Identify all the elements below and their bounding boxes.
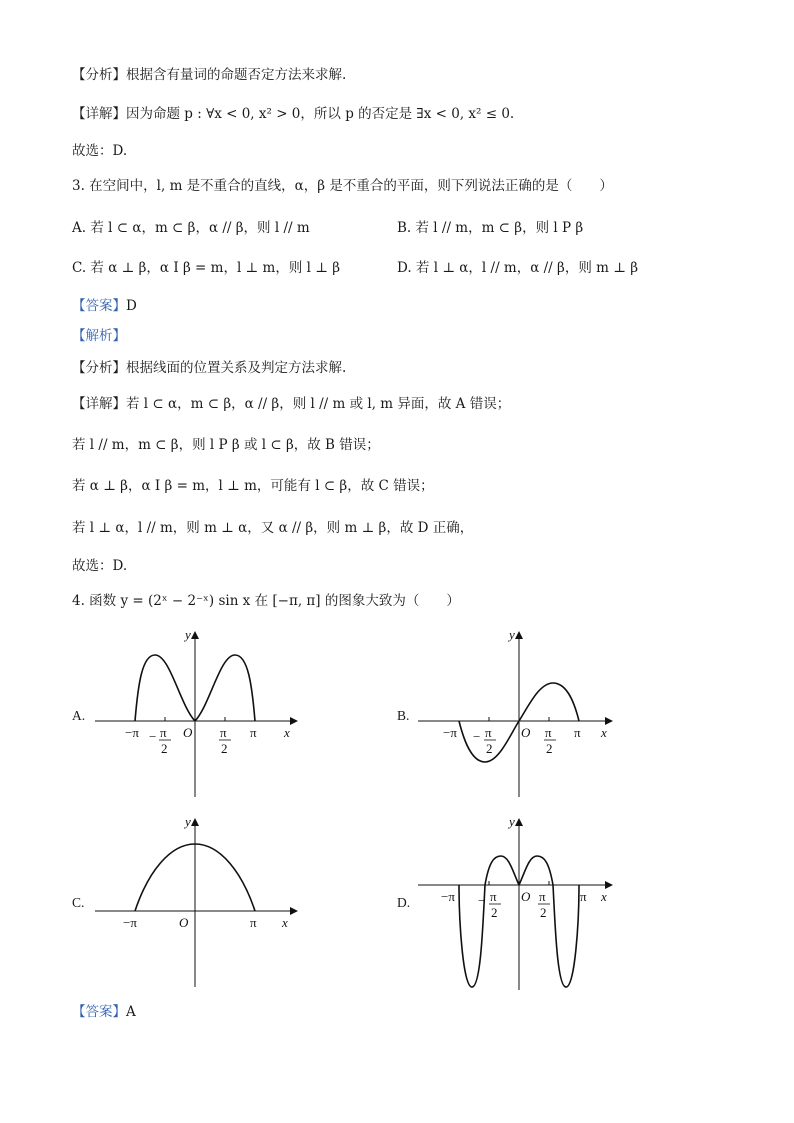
analysis-tag: 【分析】	[72, 67, 126, 83]
graph-b	[415, 625, 620, 800]
tick-2-den: 2	[486, 741, 493, 756]
answer-value: A	[126, 1004, 136, 1020]
y-axis-label: y	[185, 627, 191, 642]
answer-value: D	[126, 298, 137, 314]
tick-minus-sign: −	[473, 729, 481, 744]
q3-option-b: B. 若 l // m，m ⊂ β，则 l P β	[397, 220, 584, 236]
graph-a-label: A.	[72, 708, 86, 723]
graph-a	[90, 625, 310, 800]
tick-pi: π	[574, 725, 581, 740]
analysis-text: 根据线面的位置关系及判定方法求解.	[126, 360, 347, 376]
answer-tag: 【答案】	[72, 298, 126, 314]
q3-answer	[72, 296, 137, 316]
y-axis-label: y	[185, 814, 191, 829]
x-axis-label: x	[601, 725, 607, 740]
tick-neg-pi: −π	[443, 725, 457, 740]
y-axis-label: y	[509, 814, 515, 829]
tick-pi-num: π	[539, 889, 546, 904]
x-axis-label: x	[601, 889, 607, 904]
q2-detail	[72, 104, 514, 124]
q3-analysis	[72, 358, 346, 378]
graph-b-label: B.	[397, 708, 410, 723]
tick-2-den: 2	[546, 741, 553, 756]
tick-minus-sign: −	[478, 893, 486, 908]
graph-c	[90, 812, 310, 990]
tick-pi: π	[580, 889, 587, 904]
tick-minus-sign: −	[149, 729, 157, 744]
detail-tag: 【详解】	[72, 396, 126, 412]
tick-neg-pi: −π	[441, 889, 455, 904]
tick-neg-pi: −π	[125, 725, 139, 740]
tick-2-den: 2	[540, 905, 547, 920]
q2-analysis	[72, 65, 346, 85]
jiexi-tag: 【解析】	[72, 328, 126, 344]
tick-2-den: 2	[161, 741, 168, 756]
answer-tag: 【答案】	[72, 1004, 126, 1020]
tick-pi-num: π	[545, 725, 552, 740]
tick-neg-pi: −π	[123, 915, 137, 930]
tick-pi-num: π	[220, 725, 227, 740]
x-axis-label: x	[284, 725, 290, 740]
graph-c-label: C.	[72, 895, 85, 910]
q3-detail-1	[72, 394, 510, 414]
analysis-text: 根据含有量词的命题否定方法来求解.	[126, 67, 347, 83]
tick-2-den: 2	[491, 905, 498, 920]
q3-detail-2: 若 l // m，m ⊂ β，则 l P β 或 l ⊂ β，故 B 错误；	[72, 437, 380, 453]
graph-d	[415, 812, 620, 994]
origin-label: O	[521, 725, 531, 740]
detail-text: 因为命题 p : ∀x < 0, x² > 0，所以 p 的否定是 ∃x < 0, x² ≤ 0.	[126, 106, 515, 122]
x-axis-label: x	[282, 915, 288, 930]
q3-jiexi	[72, 326, 126, 346]
tick-pi-num: π	[485, 725, 492, 740]
tick-pi: π	[250, 915, 257, 930]
q3-option-d: D. 若 l ⊥ α，l // m，α // β，则 m ⊥ β	[397, 260, 639, 276]
origin-label: O	[183, 725, 193, 740]
q2-choice: 故选：D.	[72, 143, 128, 159]
tick-pi-num: π	[490, 889, 497, 904]
q3-option-c: C. 若 α ⊥ β，α I β = m，l ⊥ m，则 l ⊥ β	[72, 260, 341, 276]
q4-answer	[72, 1002, 136, 1022]
tick-2-den: 2	[221, 741, 228, 756]
q4-stem: 4. 函数 y = (2ˣ − 2⁻ˣ) sin x 在 [−π, π] 的图象大致为（ ）	[72, 593, 460, 609]
q3-detail-3: 若 α ⊥ β，α I β = m，l ⊥ m，可能有 l ⊂ β，故 C 错误；	[72, 478, 434, 494]
analysis-tag: 【分析】	[72, 360, 126, 376]
origin-label: O	[179, 915, 189, 930]
tick-pi: π	[250, 725, 257, 740]
detail-tag: 【详解】	[72, 106, 126, 122]
detail-text: 若 l ⊂ α，m ⊂ β，α // β，则 l // m 或 l, m 异面，故 A 错误；	[126, 396, 511, 412]
q3-stem: 3. 在空间中，l, m 是不重合的直线，α，β 是不重合的平面，则下列说法正确的是（ ）	[72, 178, 613, 194]
origin-label: O	[521, 889, 531, 904]
tick-pi-num: π	[160, 725, 167, 740]
q3-choice: 故选：D.	[72, 558, 128, 574]
q3-detail-4: 若 l ⊥ α，l // m，则 m ⊥ α，又 α // β，则 m ⊥ β，故 D 正确，	[72, 520, 474, 536]
graph-d-label: D.	[397, 895, 411, 910]
q3-option-a: A. 若 l ⊂ α，m ⊂ β，α // β，则 l // m	[72, 220, 310, 236]
y-axis-label: y	[509, 627, 515, 642]
